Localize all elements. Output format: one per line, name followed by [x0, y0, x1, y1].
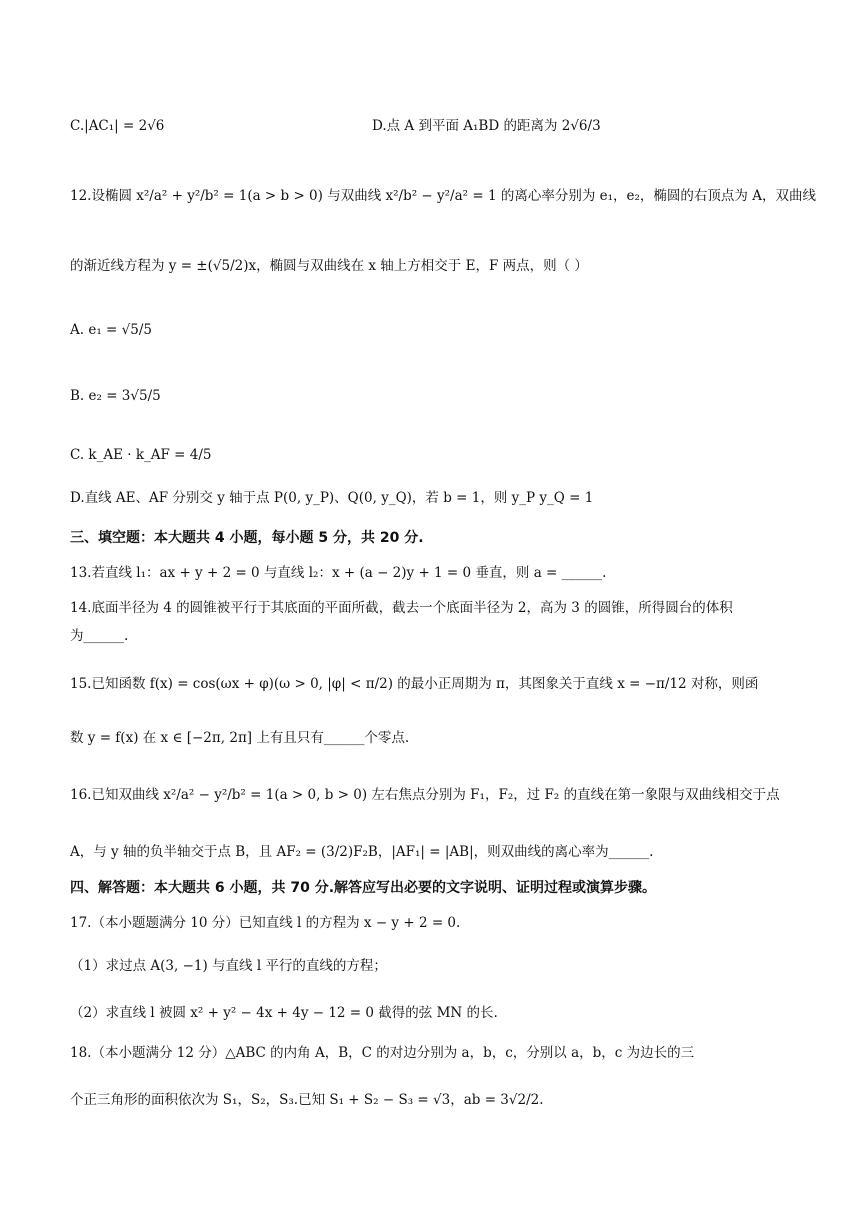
- q12-stem-line1: 12.设椭圆 x²/a² + y²/b² = 1(a > b > 0) 与双曲线 x²/b² − y²/a² = 1 的离心率分别为 e₁，e₂，椭圆的右顶点为 A，双曲线: [70, 188, 816, 204]
- q14-line2: 为______.: [70, 628, 129, 644]
- q12-option-d: D.直线 AE、AF 分别交 y 轴于点 P(0, y_P)、Q(0, y_Q)，若 b = 1，则 y_P y_Q = 1: [70, 490, 594, 506]
- q17-stem: 17.（本小题题满分 10 分）已知直线 l 的方程为 x − y + 2 = 0.: [70, 915, 461, 931]
- q11-option-c: C.|AC₁| = 2√6: [70, 118, 165, 134]
- q17-part1: （1）求过点 A(3, −1) 与直线 l 平行的直线的方程；: [70, 958, 387, 974]
- q16-line2: A，与 y 轴的负半轴交于点 B，且 AF₂ = (3/2)F₂B，|AF₁| = |AB|，则双曲线的离心率为______.: [70, 844, 654, 860]
- q18-line1: 18.（本小题满分 12 分）△ABC 的内角 A，B，C 的对边分别为 a，b，c，分别以 a，b，c 为边长的三: [70, 1045, 695, 1061]
- q15-line2: 数 y = f(x) 在 x ∈ [−2π, 2π] 上有且只有______个零点.: [70, 730, 410, 746]
- q17-part2: （2）求直线 l 被圆 x² + y² − 4x + 4y − 12 = 0 截得的弦 MN 的长.: [70, 1005, 498, 1021]
- q12-stem-line2: 的渐近线方程为 y = ±(√5/2)x，椭圆与双曲线在 x 轴上方相交于 E，F 两点，则（ ）: [70, 258, 588, 274]
- q14-line1: 14.底面半径为 4 的圆锥被平行于其底面的平面所截，截去一个底面半径为 2，高为 3 的圆锥，所得圆台的体积: [70, 600, 733, 616]
- q15-line1: 15.已知函数 f(x) = cos(ωx + φ)(ω > 0, |φ| < π/2) 的最小正周期为 π，其图象关于直线 x = −π/12 对称，则函: [70, 676, 759, 692]
- q13: 13.若直线 l₁：ax + y + 2 = 0 与直线 l₂：x + (a − 2)y + 1 = 0 垂直，则 a = ______.: [70, 565, 607, 581]
- q12-option-a: A. e₁ = √5/5: [70, 322, 152, 338]
- q18-line2: 个正三角形的面积依次为 S₁，S₂，S₃.已知 S₁ + S₂ − S₃ = √3，ab = 3√2/2.: [70, 1092, 544, 1108]
- q12-option-c: C. k_AE · k_AF = 4/5: [70, 447, 212, 463]
- section-3-heading: 三、填空题：本大题共 4 小题，每小题 5 分，共 20 分.: [70, 530, 424, 546]
- q11-option-d: D.点 A 到平面 A₁BD 的距离为 2√6/3: [372, 118, 601, 134]
- q16-line1: 16.已知双曲线 x²/a² − y²/b² = 1(a > 0, b > 0) 左右焦点分别为 F₁，F₂，过 F₂ 的直线在第一象限与双曲线相交于点: [70, 787, 780, 803]
- section-4-heading: 四、解答题：本大题共 6 小题，共 70 分.解答应写出必要的文字说明、证明过程或演算步骤。: [70, 880, 657, 896]
- q12-option-b: B. e₂ = 3√5/5: [70, 388, 161, 404]
